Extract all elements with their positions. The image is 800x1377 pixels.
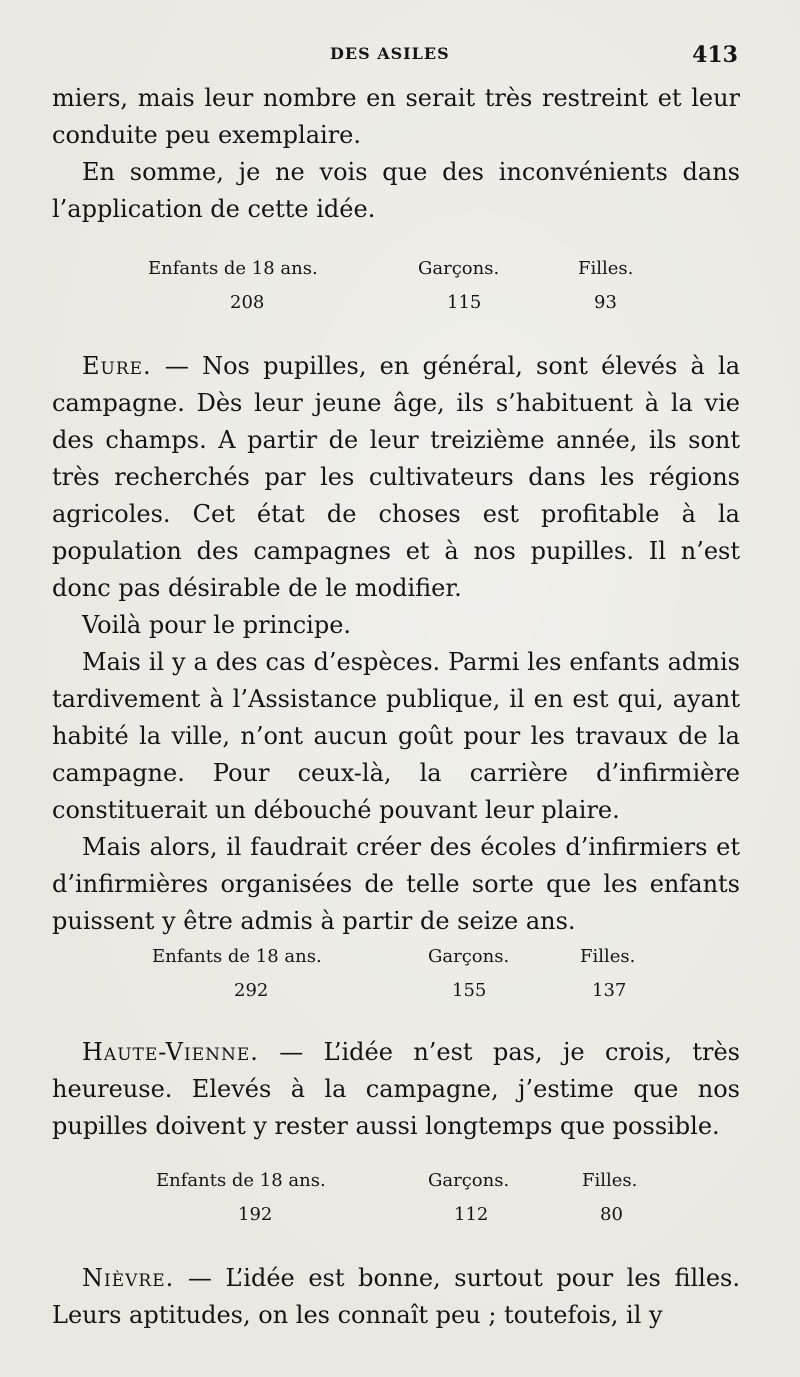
text-block-nievre [52, 1260, 740, 1334]
stats-header-garcons: Garçons. [428, 1170, 510, 1191]
stats-header-filles: Filles. [580, 946, 636, 967]
stats-header-enfants: Enfants de 18 ans. [152, 946, 322, 967]
stats-value-enfants: 192 [238, 1204, 273, 1225]
paragraph [52, 348, 740, 607]
department-name: Eure. [82, 352, 152, 380]
stats-value-garcons: 115 [447, 292, 482, 313]
text-block-haute-vienne [52, 1034, 740, 1145]
running-title: DES ASILES [330, 44, 450, 63]
paragraph [52, 1034, 740, 1145]
stats-header-filles: Filles. [578, 258, 634, 279]
paragraph: Voilà pour le principe. [82, 611, 352, 639]
paragraph: Mais alors, il faudrait créer des écoles d’infirmiers et d’infirmières organisées de telle sorte que les enfants puissent y être admis à partir de seize ans. [52, 833, 740, 935]
text-block-eure [52, 348, 740, 940]
stats-value-garcons: 112 [454, 1204, 489, 1225]
stats-value-garcons: 155 [452, 980, 487, 1001]
text-block-intro [52, 80, 740, 228]
stats-value-enfants: 292 [234, 980, 269, 1001]
paragraph-text: — L’idée n’est pas, je crois, très heureuse. Elevés à la campagne, j’estime que nos pupilles doivent y rester aussi longtemps que possible. [52, 1038, 740, 1140]
paragraph-text: — L’idée est bonne, surtout pour les filles. Leurs aptitudes, on les connaît peu ; toutefois, il y [52, 1264, 740, 1329]
paragraph: En somme, je ne vois que des inconvénients dans l’application de cette idée. [52, 158, 740, 223]
paragraph [52, 1260, 740, 1334]
paragraph-text: — Nos pupilles, en général, sont élevés à la campagne. Dès leur jeune âge, ils s’habituent à la vie des champs. A partir de leur treizième année, ils sont très recherchés par les cultivateurs dans les régions agricoles. Cet état de choses est profitable à la population des campagnes et à nos pupilles. Il n’est donc pas désirable de le modifier. [52, 352, 740, 602]
department-name: Haute-Vienne. [82, 1038, 259, 1066]
paragraph: miers, mais leur nombre en serait très restreint et leur conduite peu exemplaire. [52, 84, 740, 149]
stats-header-enfants: Enfants de 18 ans. [156, 1170, 326, 1191]
paragraph: Mais il y a des cas d’espèces. Parmi les enfants admis tardivement à l’Assistance publique, il en est qui, ayant habité la ville, n’ont aucun goût pour les travaux de la campagne. Pour ceux-là, la carrière d’infirmière constituerait un débouché pouvant leur plaire. [52, 648, 740, 824]
stats-value-enfants: 208 [230, 292, 265, 313]
stats-header-garcons: Garçons. [418, 258, 500, 279]
stats-value-filles: 137 [592, 980, 627, 1001]
stats-value-filles: 80 [600, 1204, 623, 1225]
stats-value-filles: 93 [594, 292, 617, 313]
department-name: Nièvre. [82, 1264, 175, 1292]
stats-header-filles: Filles. [582, 1170, 638, 1191]
page-header [0, 42, 800, 72]
page-number: 413 [692, 42, 738, 68]
stats-header-enfants: Enfants de 18 ans. [148, 258, 318, 279]
stats-header-garcons: Garçons. [428, 946, 510, 967]
